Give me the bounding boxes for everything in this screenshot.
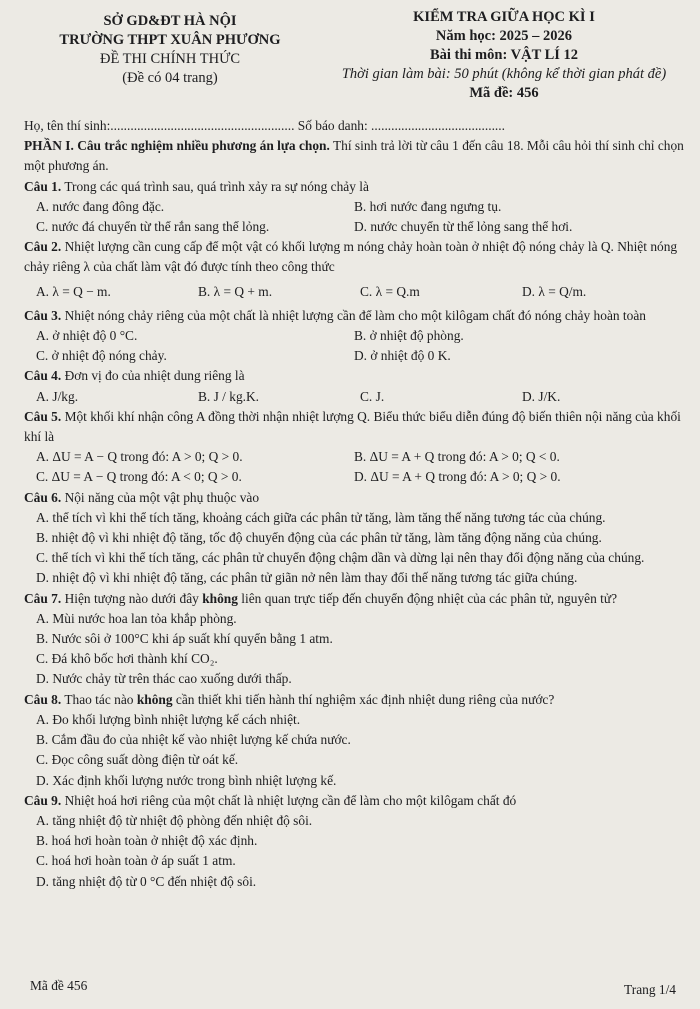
option-c: C. hoá hơi hoàn toàn ở áp suất 1 atm. bbox=[36, 853, 236, 869]
question-4 bbox=[24, 366, 684, 386]
option-b: B. hoá hơi hoàn toàn ở nhiệt độ xác định. bbox=[36, 833, 258, 849]
option-b: B. nhiệt độ vì khi nhiệt độ tăng, tốc độ chuyển động của các phân tử tăng, làm tăng động năng của chúng. bbox=[36, 530, 602, 546]
option-c: C. J. bbox=[360, 388, 385, 404]
department-name: SỞ GD&ĐT HÀ NỘI bbox=[103, 13, 237, 29]
question-text: Đơn vị đo của nhiệt dung riêng là bbox=[61, 368, 245, 384]
option-b: B. ở nhiệt độ phòng. bbox=[354, 328, 464, 344]
question-1 bbox=[24, 177, 684, 197]
option-d: D. ΔU = A + Q trong đó: A > 0; Q > 0. bbox=[354, 469, 561, 485]
exam-code: Mã đề: 456 bbox=[469, 85, 539, 101]
question-text: Nhiệt nóng chảy riêng của một chất là nhiệt lượng cần để làm cho một kilôgam chất đó nóng chảy hoàn toàn bbox=[61, 307, 646, 323]
options-row bbox=[24, 447, 684, 467]
option-d: D. nhiệt độ vì khi nhiệt độ tăng, các phân tử giãn nở nên làm thay đổi thế năng tương tác giữa chúng. bbox=[36, 570, 578, 586]
options-row bbox=[24, 346, 684, 366]
options-row bbox=[24, 197, 684, 217]
question-text-end: liên quan trực tiếp đến chuyển động nhiệt của các phân tử, nguyên tử? bbox=[237, 590, 618, 606]
section-instructions: Thí sinh trả lời từ câu 1 đến câu 18. Mỗi câu hỏi thí sinh chỉ chọn một phương án. bbox=[24, 138, 684, 174]
question-text: Nhiệt lượng cần cung cấp để một vật có khối lượng m nóng chảy hoàn toàn ở nhiệt độ nóng chảy là Q. Nhiệt nóng chảy riêng λ của chất làm vật đó được tính theo công thức bbox=[24, 239, 678, 275]
question-text-start: Hiện tượng nào dưới đây bbox=[61, 590, 203, 606]
option-b: B. ΔU = A + Q trong đó: A > 0; Q < 0. bbox=[354, 449, 560, 465]
page-count-note: (Đề có 04 trang) bbox=[122, 70, 218, 86]
option-a: A. ΔU = A − Q trong đó: A > 0; Q > 0. bbox=[36, 449, 243, 465]
school-year: Năm học: 2025 – 2026 bbox=[435, 28, 573, 44]
options-row bbox=[24, 217, 684, 237]
question-number: Câu 1. bbox=[24, 178, 62, 194]
question-text: Trong các quá trình sau, quá trình xảy ra sự nóng chảy là bbox=[61, 178, 369, 194]
exam-content bbox=[24, 116, 684, 892]
question-number: Câu 7. bbox=[24, 590, 62, 606]
option-b: B. Nước sôi ở 100°C khi áp suất khí quyển bằng 1 atm. bbox=[36, 631, 333, 647]
question-2 bbox=[24, 237, 684, 277]
option-d: D. tăng nhiệt độ từ 0 °C đến nhiệt độ sôi. bbox=[36, 873, 257, 889]
option-c: C. Đọc công suất dòng điện từ oát kế. bbox=[36, 752, 239, 768]
option-a: A. Đo khối lượng bình nhiệt lượng kế cách nhiệt. bbox=[36, 711, 301, 727]
option-c: C. nước đá chuyển từ thể rắn sang thể lỏng. bbox=[36, 219, 270, 235]
option-a: A. Mùi nước hoa lan tỏa khắp phòng. bbox=[36, 610, 237, 626]
question-emphasis: không bbox=[202, 590, 238, 606]
question-number: Câu 8. bbox=[24, 691, 62, 707]
question-7 bbox=[24, 589, 684, 609]
section-title: PHẦN I. Câu trắc nghiệm nhiều phương án lựa chọn. bbox=[24, 138, 330, 154]
duration: Thời gian làm bài: 50 phút (không kể thời gian phát đề) bbox=[341, 66, 667, 82]
option-c: C. Đá khô bốc hơi thành khí CO₂. bbox=[36, 651, 218, 667]
question-number: Câu 2. bbox=[24, 239, 62, 255]
question-emphasis: không bbox=[136, 691, 173, 707]
page-number: Trang 1/4 bbox=[624, 982, 676, 997]
option-b: B. hơi nước đang ngưng tụ. bbox=[354, 198, 502, 214]
exam-header bbox=[318, 8, 690, 103]
subject: Bài thi môn: VẬT LÍ 12 bbox=[429, 47, 579, 63]
question-number: Câu 3. bbox=[24, 307, 62, 323]
option-a: A. ở nhiệt độ 0 °C. bbox=[36, 328, 138, 344]
question-number: Câu 4. bbox=[24, 368, 62, 384]
option-c: C. thể tích vì khi thể tích tăng, các phân tử chuyển động chậm dần và dừng lại nên thay đổi động năng của chúng. bbox=[36, 550, 645, 566]
option-b: B. Cắm đầu đo của nhiệt kế vào nhiệt lượng kế chứa nước. bbox=[36, 732, 351, 748]
official-exam-label: ĐỀ THI CHÍNH THỨC bbox=[99, 51, 240, 67]
option-d: D. J/K. bbox=[522, 388, 561, 404]
option-d: D. ở nhiệt độ 0 K. bbox=[354, 348, 451, 364]
question-number: Câu 5. bbox=[24, 408, 62, 424]
option-a: A. tăng nhiệt độ từ nhiệt độ phòng đến nhiệt độ sôi. bbox=[36, 812, 313, 828]
school-name: TRƯỜNG THPT XUÂN PHƯƠNG bbox=[59, 32, 281, 48]
question-text-start: Thao tác nào bbox=[61, 691, 137, 707]
question-5 bbox=[24, 407, 684, 447]
options-row bbox=[24, 467, 684, 487]
question-3 bbox=[24, 306, 684, 326]
question-number: Câu 9. bbox=[24, 792, 62, 808]
option-b: B. J / kg.K. bbox=[198, 388, 260, 404]
question-text-end: cần thiết khi tiến hành thí nghiệm xác định nhiệt dung riêng của nước? bbox=[172, 691, 555, 707]
question-6 bbox=[24, 488, 684, 508]
option-a: A. thể tích vì khi thể tích tăng, khoảng cách giữa các phân tử tăng, làm tăng thế năng tương tác của chúng. bbox=[36, 509, 606, 525]
option-d: D. nước chuyển từ thể lỏng sang thể hơi. bbox=[354, 219, 573, 235]
options-row bbox=[24, 326, 684, 346]
options-row bbox=[24, 282, 684, 302]
option-d: D. Xác định khối lượng nước trong bình nhiệt lượng kế. bbox=[36, 772, 337, 788]
student-id-field: Số báo danh: ........................................ bbox=[297, 118, 505, 133]
options-row bbox=[24, 387, 684, 407]
school-header bbox=[20, 12, 320, 88]
section-heading bbox=[24, 136, 684, 176]
option-c: C. ΔU = A − Q trong đó: A < 0; Q > 0. bbox=[36, 469, 242, 485]
question-9 bbox=[24, 791, 684, 811]
option-d: D. Nước chảy từ trên thác cao xuống dưới thấp. bbox=[36, 671, 292, 687]
exam-title: KIỂM TRA GIỮA HỌC KÌ I bbox=[413, 9, 595, 25]
student-info bbox=[24, 116, 684, 136]
question-8 bbox=[24, 690, 684, 710]
student-name-field: Họ, tên thí sinh:....................................................... bbox=[24, 118, 295, 133]
option-c: C. λ = Q.m bbox=[360, 283, 420, 299]
option-a: A. J/kg. bbox=[36, 388, 79, 404]
option-b: B. λ = Q + m. bbox=[198, 283, 273, 299]
question-number: Câu 6. bbox=[24, 489, 62, 505]
option-c: C. ở nhiệt độ nóng chảy. bbox=[36, 348, 167, 364]
option-a: A. nước đang đông đặc. bbox=[36, 198, 165, 214]
question-text: Nhiệt hoá hơi riêng của một chất là nhiệt lượng cần để làm cho một kilôgam chất đó bbox=[61, 792, 517, 808]
option-d: D. λ = Q/m. bbox=[522, 283, 587, 299]
footer-exam-code: Mã đề 456 bbox=[30, 978, 88, 993]
question-text: Một khối khí nhận công A đồng thời nhận nhiệt lượng Q. Biểu thức biểu diễn đúng độ biến thiên nội năng của khối khí là bbox=[24, 408, 681, 445]
option-a: A. λ = Q − m. bbox=[36, 283, 111, 299]
question-text: Nội năng của một vật phụ thuộc vào bbox=[61, 489, 260, 505]
